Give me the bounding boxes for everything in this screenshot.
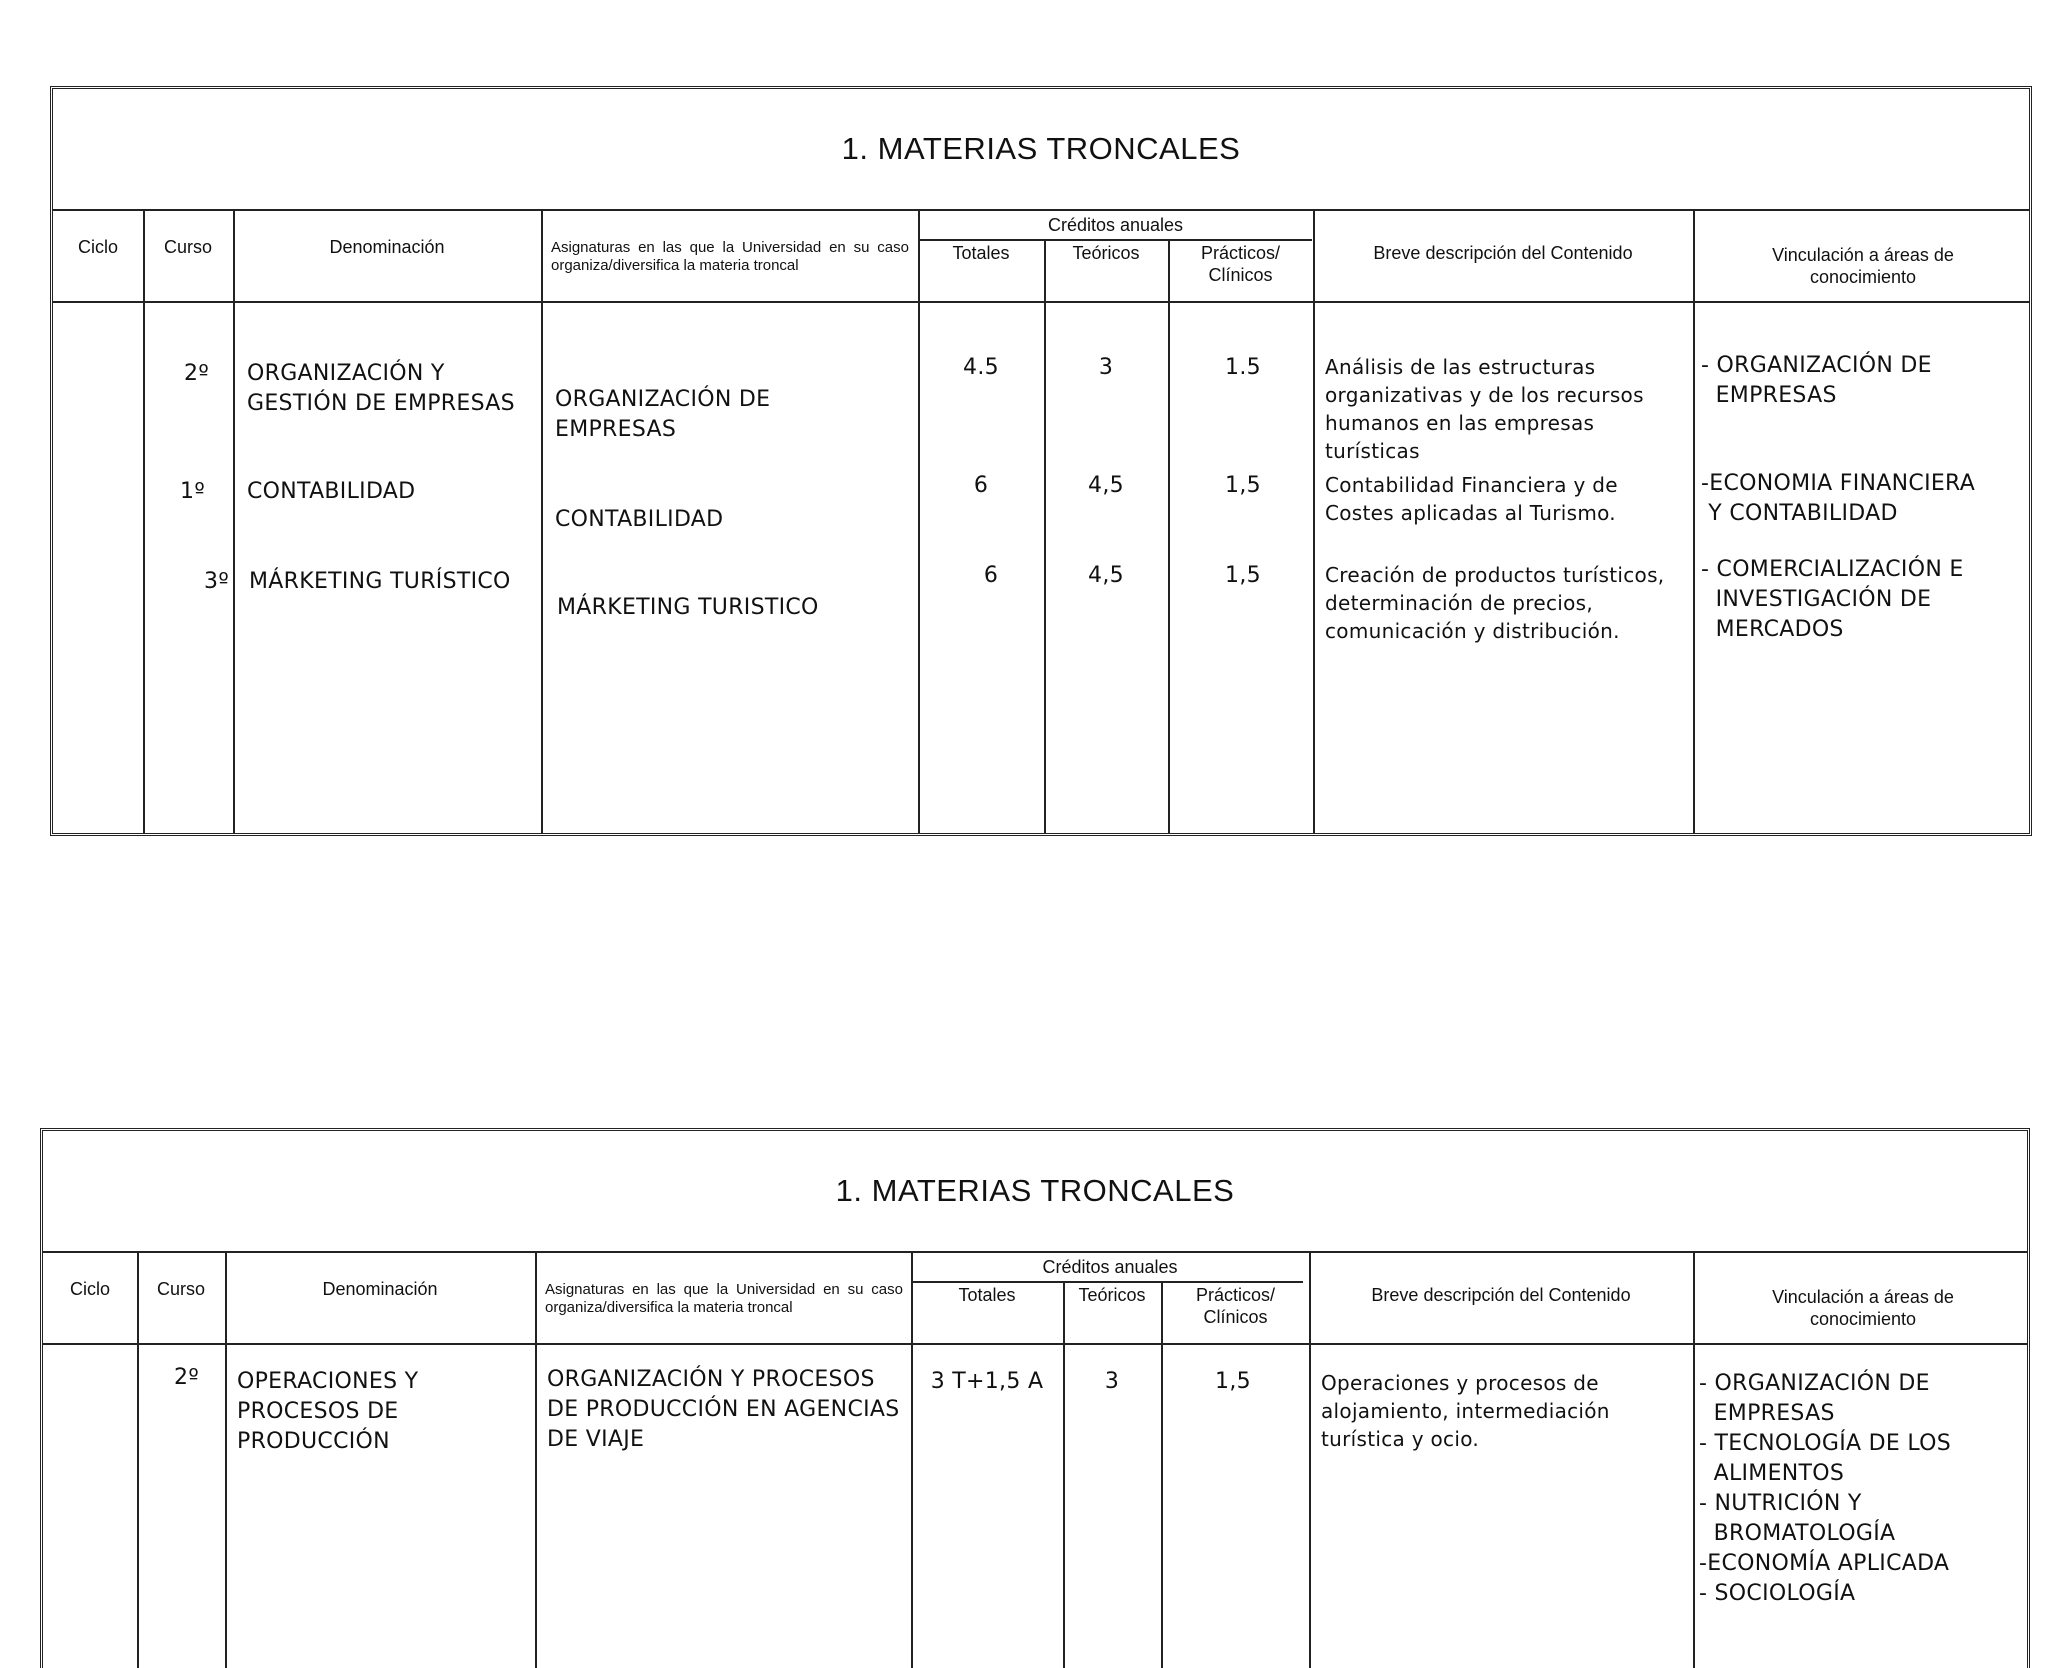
row-totales: 4.5: [963, 355, 999, 380]
vinculacion-item: - ORGANIZACIÓN DE: [1699, 1371, 1930, 1396]
row-curso: 2º: [184, 361, 209, 386]
row-totales: 6: [983, 563, 999, 588]
vinculacion-item: BROMATOLOGÍA: [1699, 1521, 1896, 1546]
row-curso: 1º: [180, 479, 205, 504]
row-vinculacion: - COMERCIALIZACIÓN E INVESTIGACIÓN DE MERCADOS: [1701, 557, 1964, 642]
header-asignaturas: Asignaturas en las que la Universidad en su caso organiza/diversifica la materia troncal: [551, 239, 909, 274]
row-practicos: 1,5: [1215, 1369, 1251, 1394]
header-totales: Totales: [958, 1285, 1016, 1305]
row-descripcion: Creación de productos turísticos, determinación de precios, comunicación y distribución.: [1325, 563, 1665, 643]
vinculacion-item: - SOCIOLOGÍA: [1699, 1581, 1856, 1606]
header-ciclo: Ciclo: [69, 1279, 110, 1299]
row-denominacion: ORGANIZACIÓN Y GESTIÓN DE EMPRESAS: [247, 361, 515, 416]
header-teoricos: Teóricos: [1072, 243, 1140, 263]
row-denominacion: CONTABILIDAD: [247, 479, 416, 504]
header-creditos: Créditos anuales: [1047, 215, 1184, 235]
header-teoricos: Teóricos: [1078, 1285, 1146, 1305]
header-descripcion: Breve descripción del Contenido: [1371, 1285, 1631, 1305]
row-teoricos: 4,5: [1088, 473, 1124, 498]
row-teoricos: 3: [1104, 1369, 1120, 1394]
row-descripcion: Operaciones y procesos de alojamiento, intermediación turística y ocio.: [1321, 1371, 1610, 1451]
header-ciclo: Ciclo: [77, 237, 118, 257]
row-vinculacion: [1699, 1369, 2029, 1609]
row-totales: 6: [973, 473, 989, 498]
vinculacion-item: ALIMENTOS: [1699, 1461, 1845, 1486]
row-curso: 3º: [204, 569, 229, 594]
vinculacion-item: -ECONOMÍA APLICADA: [1699, 1551, 1950, 1576]
vinculacion-item: EMPRESAS: [1699, 1401, 1835, 1426]
header-curso: Curso: [156, 1279, 205, 1299]
vinculacion-item: - TECNOLOGÍA DE LOS: [1699, 1431, 1952, 1456]
troncales-table-1: [50, 86, 2032, 836]
header-totales: Totales: [952, 243, 1010, 263]
header-creditos: Créditos anuales: [1042, 1257, 1178, 1277]
row-asignatura: MÁRKETING TURISTICO: [557, 595, 819, 620]
header-denominacion: Denominación: [329, 237, 445, 257]
table-title: 1. MATERIAS TRONCALES: [53, 89, 2029, 211]
troncales-table-2: [40, 1128, 2030, 1668]
row-vinculacion: - ORGANIZACIÓN DE EMPRESAS: [1701, 353, 1932, 408]
header-asignaturas: Asignaturas en las que la Universidad en su caso organiza/diversifica la materia troncal: [545, 1281, 903, 1316]
header-vinculacion: Vinculación a áreas de conocimiento: [1772, 245, 1954, 287]
row-practicos: 1,5: [1225, 563, 1261, 588]
row-denominacion: MÁRKETING TURÍSTICO: [249, 569, 511, 594]
row-vinculacion: -ECONOMIA FINANCIERA Y CONTABILIDAD: [1701, 471, 1976, 526]
header-descripcion: Breve descripción del Contenido: [1373, 243, 1633, 263]
row-practicos: 1,5: [1225, 473, 1261, 498]
header-practicos: Prácticos/ Clínicos: [1200, 243, 1281, 285]
row-practicos: 1.5: [1225, 355, 1261, 380]
vinculacion-item: - NUTRICIÓN Y: [1699, 1491, 1862, 1516]
row-descripcion: Análisis de las estructuras organizativas y de los recursos humanos en las empresas turísticas: [1325, 355, 1644, 463]
row-asignatura: ORGANIZACIÓN DE EMPRESAS: [555, 387, 771, 442]
row-asignatura: ORGANIZACIÓN Y PROCESOS DE PRODUCCIÓN EN AGENCIAS DE VIAJE: [547, 1367, 900, 1452]
row-curso: 2º: [174, 1365, 199, 1390]
header-denominacion: Denominación: [322, 1279, 438, 1299]
row-asignatura: CONTABILIDAD: [555, 507, 724, 532]
header-curso: Curso: [163, 237, 212, 257]
row-teoricos: 4,5: [1088, 563, 1124, 588]
row-teoricos: 3: [1098, 355, 1114, 380]
table-title: 1. MATERIAS TRONCALES: [43, 1131, 2027, 1253]
row-denominacion: OPERACIONES Y PROCESOS DE PRODUCCIÓN: [237, 1369, 419, 1454]
header-practicos: Prácticos/ Clínicos: [1195, 1285, 1276, 1327]
row-descripcion: Contabilidad Financiera y de Costes aplicadas al Turismo.: [1325, 473, 1618, 525]
header-vinculacion: Vinculación a áreas de conocimiento: [1772, 1287, 1954, 1329]
row-totales: 3 T+1,5 A: [930, 1369, 1044, 1394]
